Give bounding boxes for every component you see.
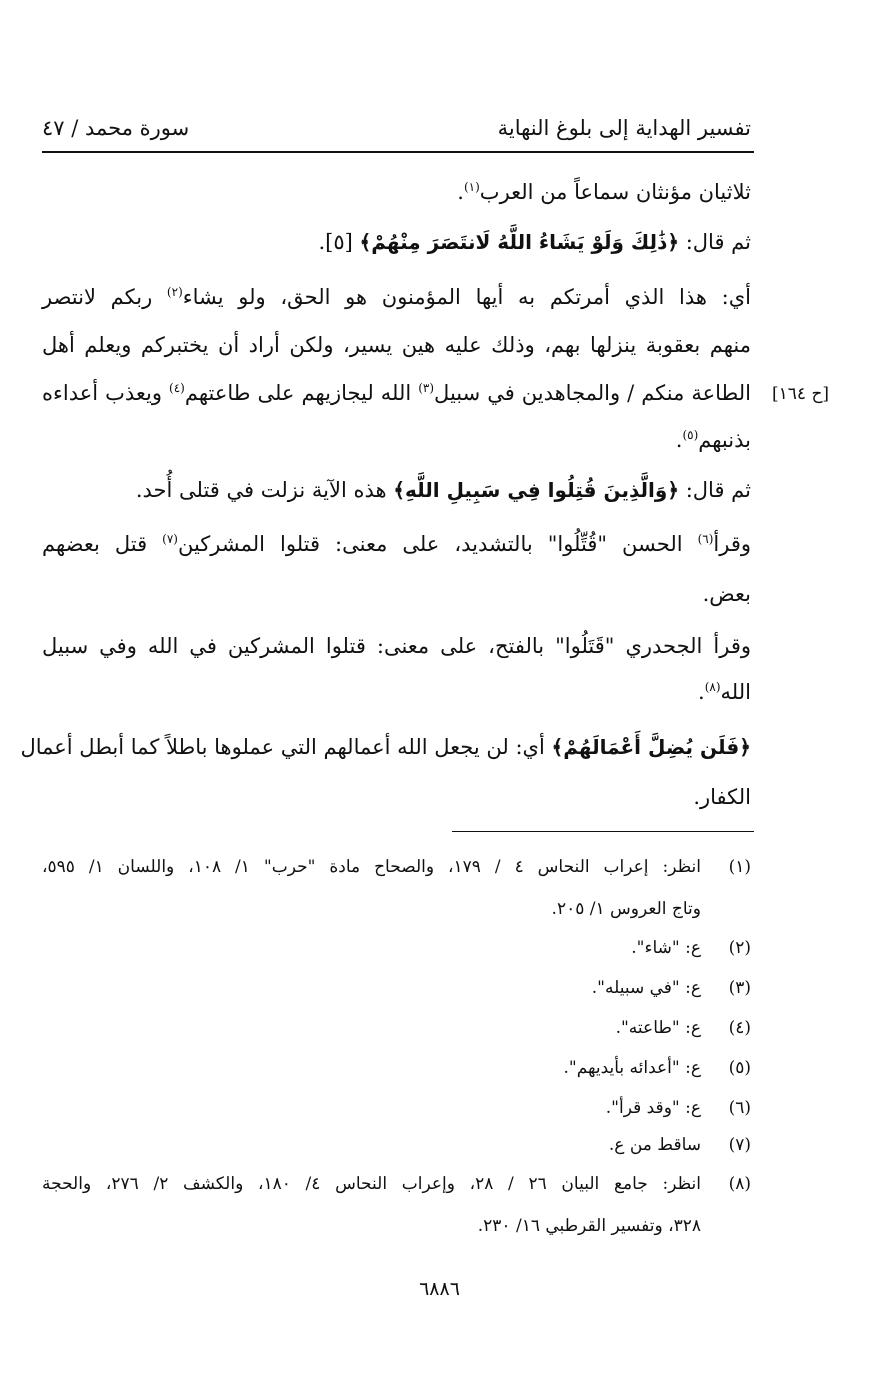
text-line: الله$^{(٨)}$. <box>698 680 751 704</box>
manuscript-folio-note: [ح ١٦٤] <box>772 384 830 404</box>
text-line: ﴿فَلَن يُضِلَّ أَعْمَالَهُمْ﴾ أي: لن يجعل الله أعمالهم التي عملوها باطلاً كما أبطل أعمال <box>20 735 751 759</box>
quran-verse: ﴿وَالَّذِينَ قُتِلُوا فِي سَبِيلِ اللَّهِ﴾ <box>393 478 680 502</box>
footnote-number: (٤) <box>728 1018 751 1038</box>
text-line: وقرأ الجحدري "قَتَلُوا" بالفتح، على معنى: قتلوا المشركين في الله وفي سبيل <box>42 634 751 658</box>
footnote-text: ع: "وقد قرأ". <box>605 1098 701 1118</box>
surah-label: سورة محمد / ٤٧ <box>42 116 190 140</box>
footnote-text: وتاج العروس ١/ ٢٠٥. <box>551 899 701 919</box>
footnote-text: ع: "أعدائه بأيديهم". <box>563 1058 701 1078</box>
text-line: الكفار. <box>693 785 751 809</box>
footnote-text: ساقط من ع. <box>608 1135 701 1155</box>
quran-verse: ﴿فَلَن يُضِلَّ أَعْمَالَهُمْ﴾ <box>551 735 751 759</box>
text-line: ثم قال: ﴿ذَٰلِكَ وَلَوْ يَشَاءُ اللَّهُ لَانتَصَرَ مِنْهُمْ﴾ [٥]. <box>318 230 751 254</box>
footnote-ref[interactable]: (٤) <box>169 381 185 395</box>
footnote-number: (٥) <box>728 1058 751 1078</box>
footnote-text: ٣٢٨، وتفسير القرطبي ١٦/ ٢٣٠. <box>477 1216 701 1236</box>
footnote-number: (٢) <box>728 938 751 958</box>
footnote-ref[interactable]: (٣) <box>418 381 435 395</box>
text-line: الطاعة منكم / والمجاهدين في سبيل$^{(٣)}$ الله ليجازيهم على طاعتهم$^{(٤)}$ ويعذب أعداءه <box>42 381 751 405</box>
text-line: منهم بعقوبة ينزلها بهم، وذلك عليه هين يسير، ولكن أراد أن يختبركم ويعلم أهل <box>42 333 751 357</box>
quran-verse: ﴿ذَٰلِكَ وَلَوْ يَشَاءُ اللَّهُ لَانتَصَرَ مِنْهُمْ﴾ <box>359 230 680 254</box>
footnote-text: ع: "شاء". <box>631 938 701 958</box>
footnote-number: (١) <box>728 857 751 877</box>
text-line: ثلاثيان مؤنثان سماعاً من العرب$^{(١)}$. <box>457 180 751 204</box>
text-line: بعض. <box>702 582 751 606</box>
footnote-ref[interactable]: (٦) <box>697 532 714 546</box>
footnote-ref[interactable]: (٨) <box>704 680 721 694</box>
footnote-number: (٣) <box>728 978 751 998</box>
footnote-number: (٧) <box>728 1135 751 1155</box>
page-number: ٦٨٨٦ <box>419 1278 460 1300</box>
footnote-ref[interactable]: (٢) <box>166 285 183 299</box>
running-title: تفسير الهداية إلى بلوغ النهاية <box>497 116 751 140</box>
text-line: وقرأ$^{(٦)}$ الحسن "قُتِّلُوا" بالتشديد، على معنى: قتلوا المشركين$^{(٧)}$ قتل بعضهم <box>42 532 752 556</box>
text-line: بذنبهم$^{(٥)}$. <box>675 428 751 452</box>
footnote-text: ع: "طاعته". <box>615 1018 701 1038</box>
footnote-text: ع: "في سبيله". <box>591 978 701 998</box>
footnote-text: انظر: إعراب النحاس ٤ / ١٧٩، والصحاح مادة "حرب" ١/ ١٠٨، واللسان ١/ ٥٩٥، <box>42 857 701 877</box>
footnote-ref[interactable]: (١) <box>463 180 480 194</box>
text-line: أي: هذا الذي أمرتكم به أيها المؤمنون هو الحق، ولو يشاء$^{(٢)}$ ربكم لانتصر <box>42 285 751 309</box>
footnote-text: انظر: جامع البيان ٢٦ / ٢٨، وإعراب النحاس ٤/ ١٨٠، والكشف ٢/ ٢٧٦، والحجة <box>42 1174 701 1194</box>
footnote-number: (٦) <box>728 1098 751 1118</box>
footnote-number: (٨) <box>728 1174 751 1194</box>
footnote-separator <box>452 831 754 832</box>
header-rule <box>42 151 754 153</box>
footnote-ref[interactable]: (٥) <box>682 428 699 442</box>
text-line: ثم قال: ﴿وَالَّذِينَ قُتِلُوا فِي سَبِيلِ اللَّهِ﴾ هذه الآية نزلت في قتلى أُحد. <box>135 478 751 502</box>
verse-ref: [٥]. <box>318 230 353 254</box>
footnote-ref[interactable]: (٧) <box>162 532 178 546</box>
